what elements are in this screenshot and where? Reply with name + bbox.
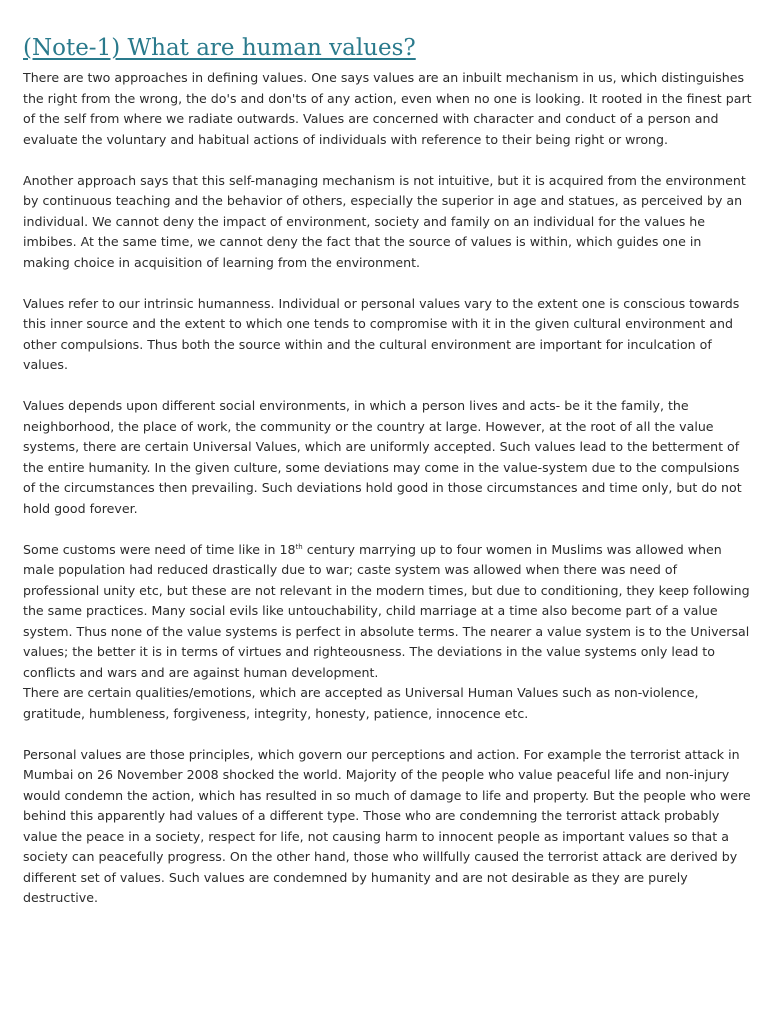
paragraph-5-text-start: Some customs were need of time like in 18 <box>23 541 296 557</box>
paragraph-5-text-end: century marrying up to four women in Muslims was allowed when male population had reduced drastically due to war; caste system was allowed when there was need of professional unity etc, but these are not relevant in the modern times, but due to conditioning, they keep following the same practices. Many social evils like untouchability, child marriage at a time also become part of a value system. Thus none of the value systems is perfect in absolute terms. The nearer a value system is to the Universal values; the better it is in terms of virtues and righteousness. The deviations in the value systems only lead to conflicts and wars and are against human development. <box>23 541 750 680</box>
document-title: (Note-1) What are human values? <box>23 35 416 61</box>
paragraph-3: Values refer to our intrinsic humanness. Individual or personal values vary to the extent one is conscious towards this inner source and the extent to which one tends to compromise with it in the given cultural environment and other compulsions. Thus both the source within and the cultural environment are important for inculcation of values. <box>23 295 740 372</box>
paragraph-7: Personal values are those principles, which govern our perceptions and action. For example the terrorist attack in Mumbai on 26 November 2008 shocked the world. Majority of the people who value peaceful life and non-injury would condemn the action, which has resulted in so much of damage to life and property. But the people who were behind this apparently had values of a different type. Those who are condemning the terrorist attack probably value the peace in a society, respect for life, not causing harm to innocent people as important values so that a society can peacefully progress. On the other hand, those who willfully caused the terrorist attack are derived by different set of values. Such values are condemned by humanity and are not desirable as they are purely destructive. <box>23 746 751 905</box>
paragraph-6: There are certain qualities/emotions, which are accepted as Universal Human Values such as non-violence, gratitude, humbleness, forgiveness, integrity, honesty, patience, innocence etc. <box>23 685 699 721</box>
ordinal-superscript: th <box>295 542 303 551</box>
paragraph-5 <box>23 540 752 684</box>
paragraph-1: There are two approaches in defining values. One says values are an inbuilt mechanism in us, which distinguishes the right from the wrong, the do's and don'ts of any action, even when no one is looking. It rooted in the finest part of the self from where we radiate outwards. Values are concerned with character and conduct of a person and evaluate the voluntary and habitual actions of individuals with reference to their being right or wrong. <box>23 70 752 147</box>
paragraph-4: Values depends upon different social environments, in which a person lives and acts- be it the family, the neighborhood, the place of work, the community or the country at large. However, at the root of all the value systems, there are certain Universal Values, which are uniformly accepted. Such values lead to the betterment of the entire humanity. In the given culture, some deviations may come in the value-system due to the compulsions of the circumstances then prevailing. Such deviations hold good in those circumstances and time only, but do not hold good forever. <box>23 398 742 516</box>
paragraph-2: Another approach says that this self-managing mechanism is not intuitive, but it is acquired from the environment by continuous teaching and the behavior of others, especially the superior in age and statues, as perceived by an individual. We cannot deny the impact of environment, society and family on an individual for the values he imbibes. At the same time, we cannot deny the fact that the source of values is within, which guides one in making choice in acquisition of learning from the environment. <box>23 172 746 270</box>
